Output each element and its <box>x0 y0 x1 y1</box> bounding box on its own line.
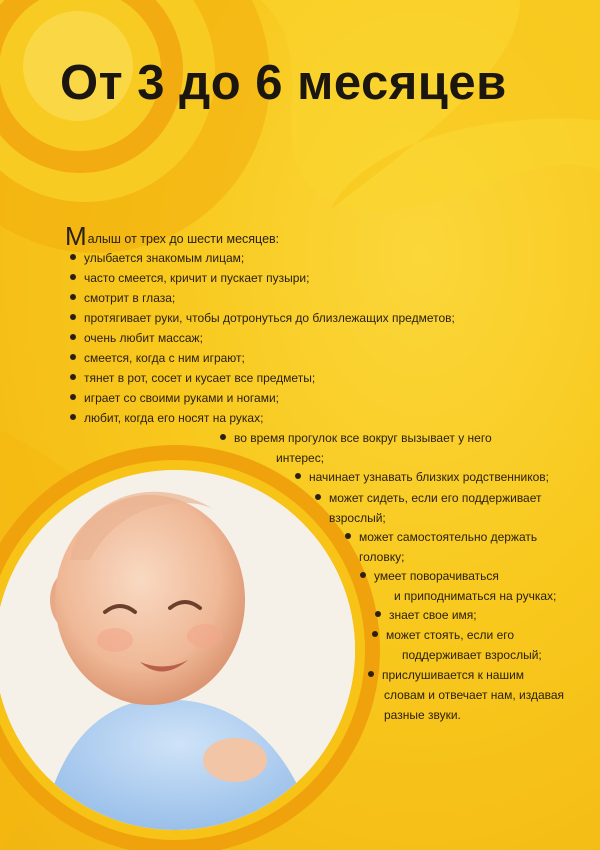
list-item-text: и приподниматься на ручках; <box>394 589 557 603</box>
list-item <box>384 685 564 705</box>
list-item-text: головку; <box>359 550 405 564</box>
bullet-dot-icon <box>70 354 76 360</box>
list-item <box>402 645 542 665</box>
bullet-dot-icon <box>345 533 351 539</box>
list-item <box>315 488 542 508</box>
list-item <box>220 428 492 448</box>
list-item-text: тянет в рот, сосет и кусает все предметы; <box>84 371 316 385</box>
bullet-dot-icon <box>70 274 76 280</box>
list-item <box>70 368 315 388</box>
list-item <box>70 328 203 348</box>
list-item-text: начинает узнавать близких родственников; <box>309 470 549 484</box>
list-item <box>359 547 404 567</box>
intro-text-rest: алыш от трех до шести месяцев: <box>87 232 280 246</box>
list-item-text: интерес; <box>276 451 325 465</box>
bullet-dot-icon <box>375 611 381 617</box>
page-title: От 3 до 6 месяцев <box>60 56 507 110</box>
list-item-text: словам и отвечает нам, издавая <box>384 688 565 702</box>
list-item <box>329 508 386 528</box>
list-item <box>368 665 524 685</box>
bullet-dot-icon <box>70 414 76 420</box>
list-item <box>360 566 499 586</box>
list-item-text: знает свое имя; <box>389 608 477 622</box>
list-item-text: может сидеть, если его поддерживает <box>329 491 542 505</box>
list-item-text: поддерживает взрослый; <box>402 648 542 662</box>
list-item-text: может стоять, если его <box>386 628 515 642</box>
intro-text <box>65 221 565 251</box>
list-item <box>345 527 537 547</box>
list-item-text: разные звуки. <box>384 708 461 722</box>
list-item-text: умеет поворачиваться <box>374 569 499 583</box>
intro-drop-cap: М <box>65 221 87 251</box>
list-item-text: протягивает руки, чтобы дотронуться до близлежащих предметов; <box>84 311 455 325</box>
bullet-dot-icon <box>315 494 321 500</box>
list-item <box>70 268 309 288</box>
bullet-dot-icon <box>70 314 76 320</box>
list-item <box>70 348 245 368</box>
list-item <box>394 586 556 606</box>
bullet-dot-icon <box>360 572 366 578</box>
list-item <box>70 408 263 428</box>
list-item <box>375 605 477 625</box>
list-item <box>70 248 244 268</box>
list-item <box>372 625 514 645</box>
bullet-dot-icon <box>70 334 76 340</box>
list-item-text: играет со своими руками и ногами; <box>84 391 280 405</box>
list-item-text: смотрит в глаза; <box>84 291 176 305</box>
list-item-text: может самостоятельно держать <box>359 530 538 544</box>
bullet-dot-icon <box>368 671 374 677</box>
bullet-dot-icon <box>70 254 76 260</box>
bullet-dot-icon <box>220 434 226 440</box>
list-item-text: улыбается знакомым лицам; <box>84 251 245 265</box>
list-item <box>70 388 279 408</box>
bullet-dot-icon <box>372 631 378 637</box>
list-item <box>70 288 175 308</box>
list-item-text: прислушивается к нашим <box>382 668 525 682</box>
list-item-text: часто смеется, кричит и пускает пузыри; <box>84 271 310 285</box>
bullet-dot-icon <box>70 394 76 400</box>
list-item-text: во время прогулок все вокруг вызывает у него <box>234 431 492 445</box>
list-item-text: смеется, когда с ним играют; <box>84 351 245 365</box>
list-item <box>276 448 324 468</box>
bullet-dot-icon <box>295 473 301 479</box>
list-item <box>295 467 549 487</box>
list-item-text: очень любит массаж; <box>84 331 203 345</box>
list-item-text: любит, когда его носят на руках; <box>84 411 264 425</box>
list-item <box>384 705 461 725</box>
list-item <box>70 308 455 328</box>
list-item-text: взрослый; <box>329 511 386 525</box>
bullet-dot-icon <box>70 294 76 300</box>
bullet-dot-icon <box>70 374 76 380</box>
